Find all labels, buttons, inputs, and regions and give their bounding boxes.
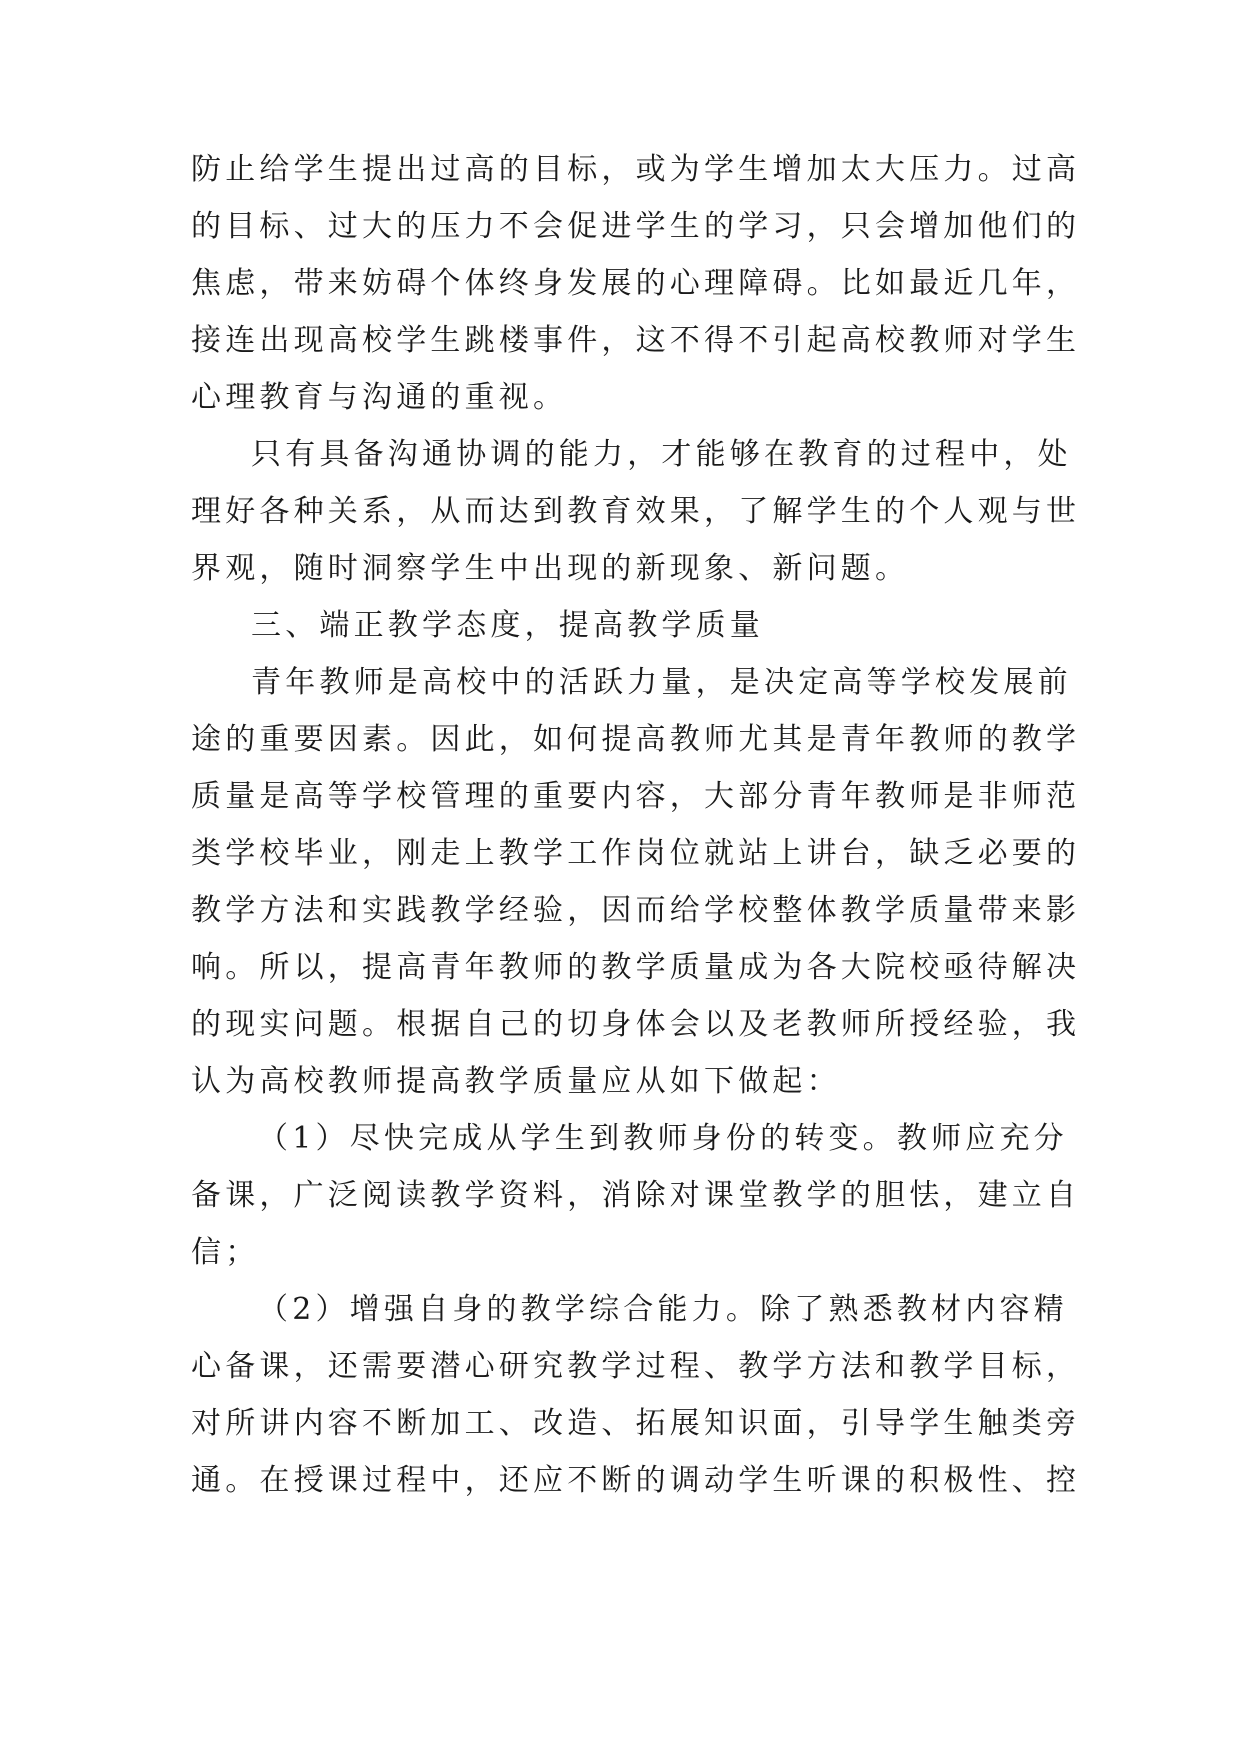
- text-line: 界观，随时洞察学生中出现的新现象、新问题。: [191, 551, 910, 586]
- list-item-line: （2）增强自身的教学综合能力。除了熟悉教材内容精: [258, 1292, 1068, 1327]
- body-text: [191, 152, 1081, 1523]
- text-line: 防止给学生提出过高的目标，或为学生增加太大压力。过高: [191, 152, 1081, 187]
- text-line: 对所讲内容不断加工、改造、拓展知识面，引导学生触类旁: [191, 1406, 1081, 1441]
- text-line: 焦虑，带来妨碍个体终身发展的心理障碍。比如最近几年，: [191, 266, 1081, 301]
- text-line: 途的重要因素。因此，如何提高教师尤其是青年教师的教学: [191, 722, 1081, 757]
- text-line: 认为高校教师提高教学质量应从如下做起：: [191, 1064, 841, 1099]
- text-line: 信；: [191, 1235, 260, 1270]
- text-line: 接连出现高校学生跳楼事件，这不得不引起高校教师对学生: [191, 323, 1081, 358]
- text-line: 心理教育与沟通的重视。: [191, 380, 568, 415]
- text-line: 心备课，还需要潜心研究教学过程、教学方法和教学目标，: [191, 1349, 1081, 1384]
- text-line: 通。在授课过程中，还应不断的调动学生听课的积极性、控: [191, 1463, 1081, 1498]
- text-line: 的目标、过大的压力不会促进学生的学习，只会增加他们的: [191, 209, 1081, 244]
- text-line: 备课，广泛阅读教学资料，消除对课堂教学的胆怯，建立自: [191, 1178, 1081, 1213]
- text-line: 响。所以，提高青年教师的教学质量成为各大院校亟待解决: [191, 950, 1081, 985]
- text-line: 的现实问题。根据自己的切身体会以及老教师所授经验，我: [191, 1007, 1081, 1042]
- text-line: 类学校毕业，刚走上教学工作岗位就站上讲台，缺乏必要的: [191, 836, 1081, 871]
- text-line: 教学方法和实践教学经验，因而给学校整体教学质量带来影: [191, 893, 1081, 928]
- text-line: 理好各种关系，从而达到教育效果，了解学生的个人观与世: [191, 494, 1081, 529]
- section-heading: 三、端正教学态度，提高教学质量: [251, 608, 764, 643]
- paragraph-start-line: 青年教师是高校中的活跃力量，是决定高等学校发展前: [251, 665, 1072, 700]
- list-item-line: （1）尽快完成从学生到教师身份的转变。教师应充分: [258, 1121, 1068, 1156]
- text-line: 质量是高等学校管理的重要内容，大部分青年教师是非师范: [191, 779, 1081, 814]
- paragraph-start-line: 只有具备沟通协调的能力，才能够在教育的过程中，处: [251, 437, 1072, 472]
